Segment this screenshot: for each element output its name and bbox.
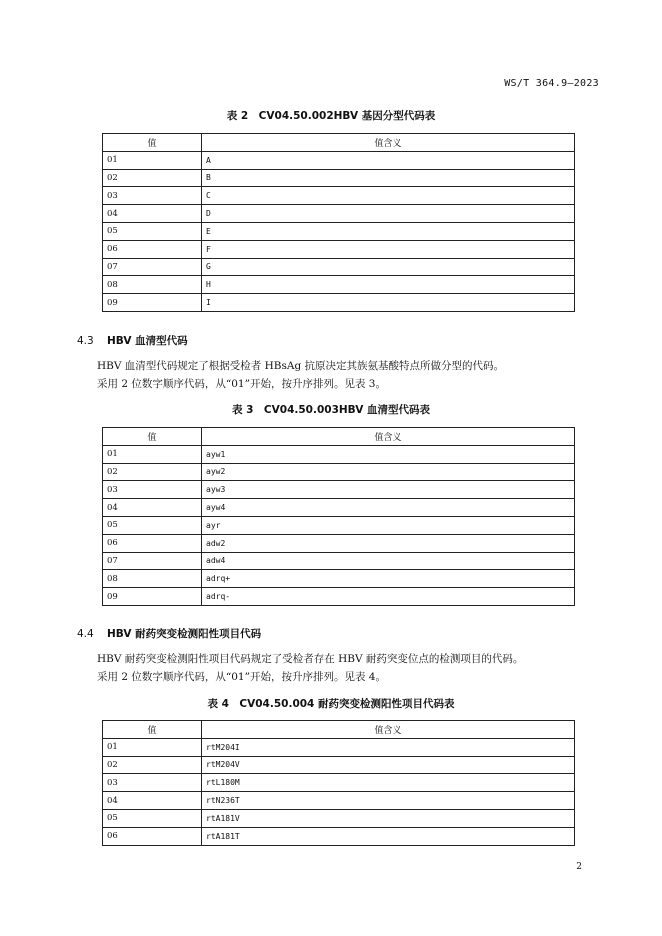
cell-meaning: I <box>202 294 575 312</box>
cell-meaning: rtN236T <box>202 792 575 810</box>
cell-value: 08 <box>103 276 202 294</box>
section-title: HBV 血清型代码 <box>107 335 188 347</box>
table-row <box>103 552 575 570</box>
table-row <box>103 463 575 481</box>
table-row <box>103 169 575 187</box>
cell-meaning: ayw4 <box>202 499 575 517</box>
cell-value: 05 <box>103 809 202 827</box>
table-header-row <box>103 721 575 739</box>
table-row <box>103 222 575 240</box>
cell-meaning: adw2 <box>202 534 575 552</box>
table-row <box>103 481 575 499</box>
cell-value: 06 <box>103 534 202 552</box>
cell-value: 06 <box>103 827 202 845</box>
cell-value: 03 <box>103 774 202 792</box>
table-row <box>103 276 575 294</box>
table2-body <box>103 151 575 311</box>
table4-body <box>103 738 575 845</box>
table2-caption: 表 2 CV04.50.002HBV 基因分型代码表 <box>226 110 436 122</box>
cell-value: 05 <box>103 516 202 534</box>
table-row <box>103 588 575 606</box>
cell-meaning: rtM204I <box>202 738 575 756</box>
cell-meaning: A <box>202 151 575 169</box>
table-row <box>103 151 575 169</box>
cell-meaning: D <box>202 205 575 223</box>
cell-meaning: F <box>202 240 575 258</box>
cell-value: 06 <box>103 240 202 258</box>
table3-body <box>103 445 575 605</box>
cell-value: 01 <box>103 738 202 756</box>
table-header-row <box>103 428 575 446</box>
col-header-meaning: 值含义 <box>202 134 575 152</box>
col-header-value: 值 <box>103 134 202 152</box>
table-row <box>103 774 575 792</box>
table-row <box>103 499 575 517</box>
cell-meaning: ayw2 <box>202 463 575 481</box>
col-header-meaning: 值含义 <box>202 428 575 446</box>
section-4-4-paragraph <box>97 650 523 686</box>
col-header-meaning: 值含义 <box>202 721 575 739</box>
table-row <box>103 240 575 258</box>
cell-meaning: adrq- <box>202 588 575 606</box>
table-row <box>103 792 575 810</box>
document-header: WS/T 364.9—2023 <box>504 78 599 89</box>
table4-caption: 表 4 CV04.50.004 耐药突变检测阳性项目代码表 <box>207 698 455 710</box>
table-row <box>103 809 575 827</box>
table-row <box>103 827 575 845</box>
cell-value: 05 <box>103 222 202 240</box>
cell-value: 02 <box>103 169 202 187</box>
cell-meaning: ayr <box>202 516 575 534</box>
table-row <box>103 258 575 276</box>
table4 <box>102 720 575 846</box>
cell-value: 07 <box>103 552 202 570</box>
paragraph-line: 采用 2 位数字顺序代码，从“01”开始，按升序排列。见表 3。 <box>97 378 386 390</box>
cell-meaning: adw4 <box>202 552 575 570</box>
cell-value: 02 <box>103 463 202 481</box>
cell-value: 01 <box>103 151 202 169</box>
cell-meaning: G <box>202 258 575 276</box>
cell-meaning: ayw1 <box>202 445 575 463</box>
cell-meaning: H <box>202 276 575 294</box>
paragraph-line: HBV 耐药突变检测阳性项目代码规定了受检者存在 HBV 耐药突变位点的检测项目的代码。 <box>97 653 524 665</box>
cell-value: 07 <box>103 258 202 276</box>
table-row <box>103 534 575 552</box>
cell-value: 01 <box>103 445 202 463</box>
cell-meaning: rtA181T <box>202 827 575 845</box>
section-number: 4.3 <box>77 335 94 347</box>
table-row <box>103 756 575 774</box>
table-row <box>103 187 575 205</box>
cell-meaning: adrq+ <box>202 570 575 588</box>
cell-meaning: rtM204V <box>202 756 575 774</box>
cell-meaning: C <box>202 187 575 205</box>
cell-value: 09 <box>103 294 202 312</box>
table-row <box>103 294 575 312</box>
cell-value: 09 <box>103 588 202 606</box>
section-number: 4.4 <box>77 628 94 640</box>
paragraph-line: HBV 血清型代码规定了根据受检者 HBsAg 抗原决定其族氨基酸特点所做分型的代码。 <box>97 360 505 372</box>
table2 <box>102 133 575 312</box>
cell-meaning: rtL180M <box>202 774 575 792</box>
cell-value: 04 <box>103 499 202 517</box>
cell-value: 03 <box>103 187 202 205</box>
col-header-value: 值 <box>103 428 202 446</box>
table-row <box>103 445 575 463</box>
cell-value: 04 <box>103 792 202 810</box>
table-row <box>103 570 575 588</box>
table-header-row <box>103 134 575 152</box>
table3-caption: 表 3 CV04.50.003HBV 血清型代码表 <box>231 404 431 416</box>
section-title: HBV 耐药突变检测阳性项目代码 <box>107 628 262 640</box>
table-row <box>103 516 575 534</box>
section-4-3-heading <box>77 333 188 348</box>
table3 <box>102 427 575 606</box>
col-header-value: 值 <box>103 721 202 739</box>
cell-value: 03 <box>103 481 202 499</box>
section-4-3-paragraph <box>97 357 504 393</box>
cell-value: 04 <box>103 205 202 223</box>
table-row <box>103 205 575 223</box>
section-4-4-heading <box>77 626 261 641</box>
cell-meaning: ayw3 <box>202 481 575 499</box>
paragraph-line: 采用 2 位数字顺序代码，从“01”开始，按升序排列。见表 4。 <box>97 671 386 683</box>
cell-value: 08 <box>103 570 202 588</box>
cell-value: 02 <box>103 756 202 774</box>
cell-meaning: E <box>202 222 575 240</box>
page-number: 2 <box>576 862 582 872</box>
table-row <box>103 738 575 756</box>
cell-meaning: B <box>202 169 575 187</box>
cell-meaning: rtA181V <box>202 809 575 827</box>
